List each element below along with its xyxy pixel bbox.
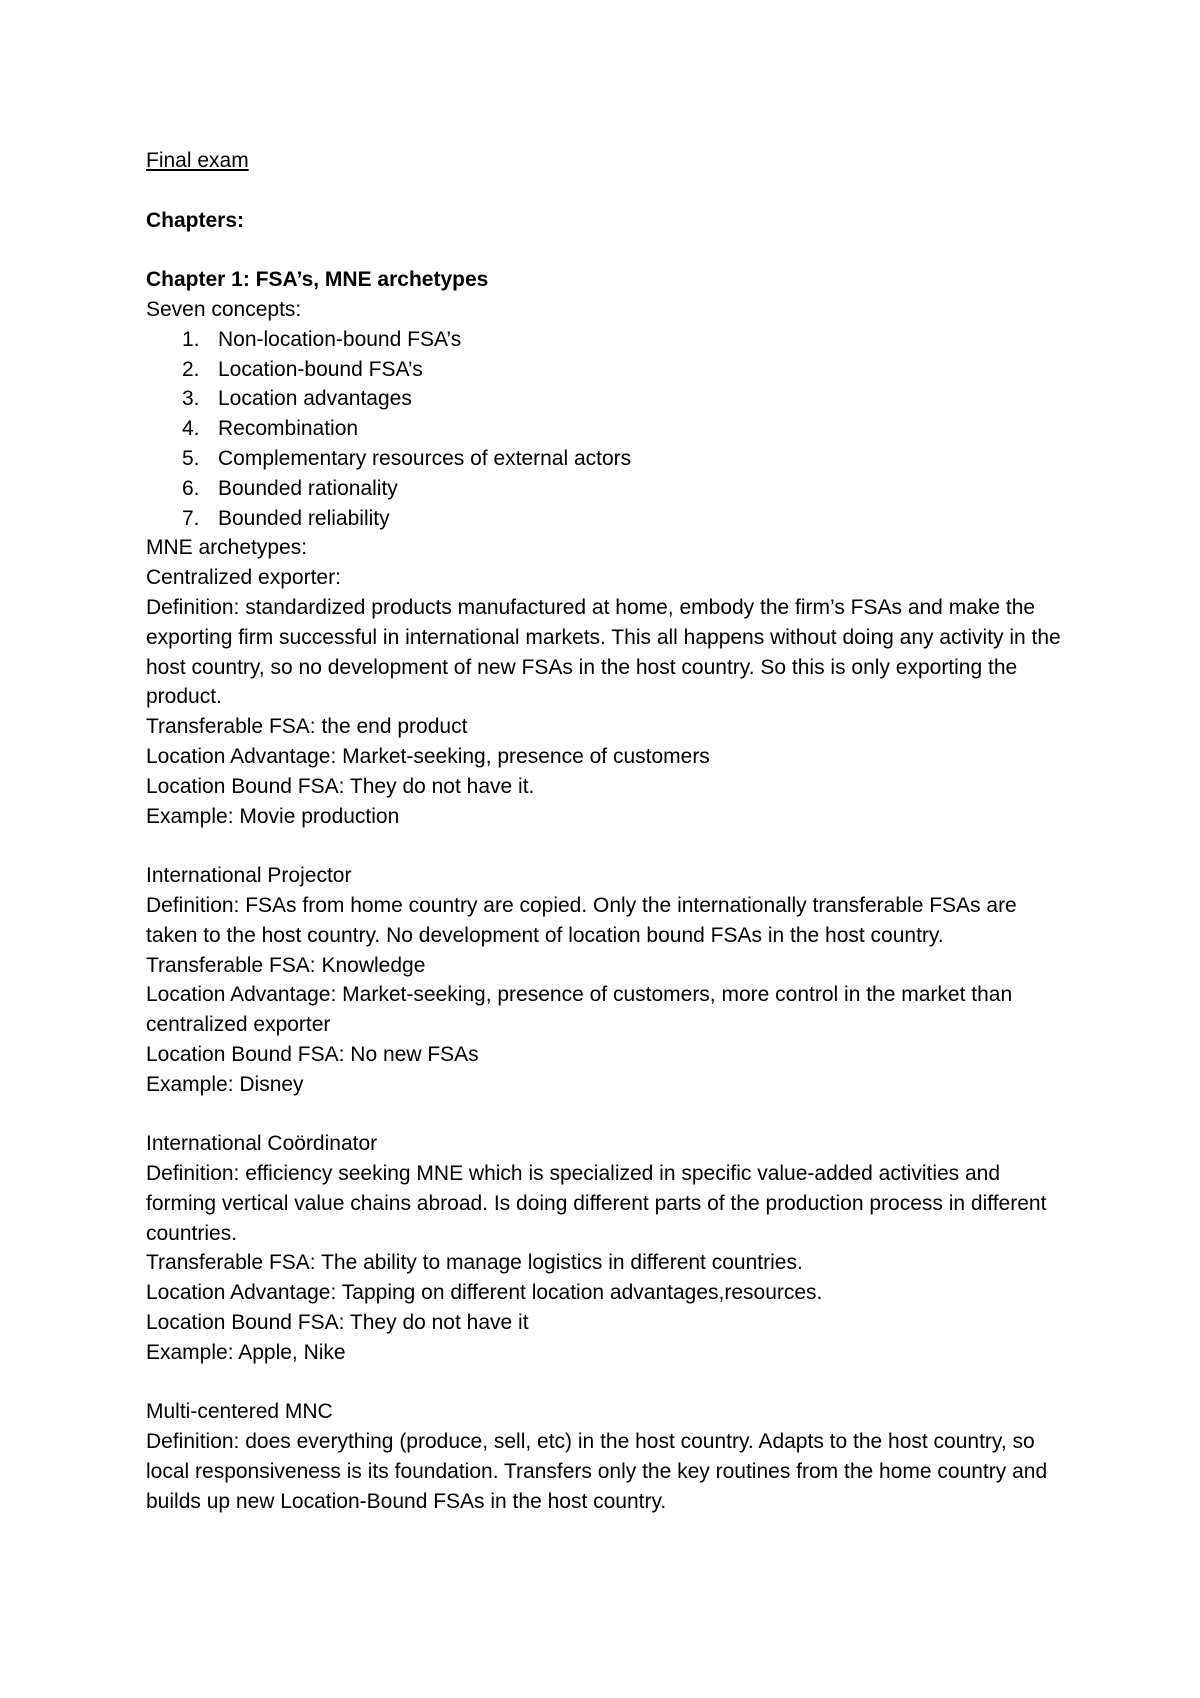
spacer [146, 831, 1066, 861]
spacer [146, 176, 1066, 206]
archetype-location-advantage: Location Advantage: Market-seeking, presence of customers, more control in the market than centralized exporter [146, 983, 1013, 1037]
list-item [182, 444, 1066, 474]
list-item-label: Recombination [218, 417, 359, 441]
list-item-label: Bounded reliability [218, 506, 390, 530]
list-item [182, 325, 1066, 355]
spacer [146, 235, 1066, 265]
concepts-intro: Seven concepts: [146, 297, 302, 321]
archetype-definition: Definition: FSAs from home country are copied. Only the internationally transferable FSAs are taken to the host country. No development of location bound FSAs in the host country. [146, 893, 1017, 947]
list-number: 2. [182, 357, 200, 381]
list-number: 1. [182, 327, 200, 351]
concepts-list [146, 325, 1066, 534]
chapters-heading: Chapters: [146, 208, 245, 232]
archetype-example: Example: Movie production [146, 804, 400, 828]
list-item-label: Bounded rationality [218, 476, 398, 500]
list-number: 5. [182, 446, 200, 470]
list-item [182, 474, 1066, 504]
list-number: 7. [182, 506, 200, 530]
archetype-transferable-fsa: Transferable FSA: Knowledge [146, 953, 426, 977]
archetype-international-coordinator [146, 1129, 1066, 1367]
spacer [146, 1100, 1066, 1130]
archetype-location-bound-fsa: Location Bound FSA: No new FSAs [146, 1042, 479, 1066]
list-number: 4. [182, 417, 200, 441]
document-body [146, 146, 1066, 1517]
list-number: 6. [182, 476, 200, 500]
archetype-name: Multi-centered MNC [146, 1400, 333, 1424]
document-title: Final exam [146, 149, 249, 172]
list-item [182, 384, 1066, 414]
archetype-transferable-fsa: Transferable FSA: The ability to manage logistics in different countries. [146, 1251, 803, 1275]
archetype-name: International Projector [146, 864, 352, 888]
list-item-label: Complementary resources of external actors [218, 446, 632, 470]
list-item-label: Location advantages [218, 387, 412, 411]
archetypes-intro: MNE archetypes: [146, 536, 308, 560]
archetype-example: Example: Apple, Nike [146, 1340, 346, 1364]
archetype-location-bound-fsa: Location Bound FSA: They do not have it. [146, 774, 535, 798]
archetype-name: Centralized exporter: [146, 566, 341, 590]
archetype-centralized-exporter [146, 563, 1066, 831]
archetype-international-projector [146, 861, 1066, 1099]
archetype-definition: Definition: does everything (produce, sell, etc) in the host country. Adapts to the host country, so local responsiveness is its foundation. Transfers only the key routines from the home country and builds up new Location-Bound FSAs in the host country. [146, 1430, 1048, 1513]
archetype-definition: Definition: efficiency seeking MNE which is specialized in specific value-added activities and forming vertical value chains abroad. Is doing different parts of the production process in different countries. [146, 1162, 1047, 1245]
archetype-name: International Coördinator [146, 1132, 378, 1156]
archetype-transferable-fsa: Transferable FSA: the end product [146, 715, 468, 739]
list-number: 3. [182, 387, 200, 411]
list-item [182, 355, 1066, 385]
archetype-multi-centered-mnc [146, 1397, 1066, 1516]
archetype-location-advantage: Location Advantage: Market-seeking, presence of customers [146, 744, 710, 768]
list-item-label: Location-bound FSA’s [218, 357, 423, 381]
list-item-label: Non-location-bound FSA’s [218, 327, 462, 351]
archetype-location-advantage: Location Advantage: Tapping on different location advantages,resources. [146, 1281, 823, 1305]
list-item [182, 414, 1066, 444]
archetype-location-bound-fsa: Location Bound FSA: They do not have it [146, 1311, 529, 1335]
chapter-1-heading: Chapter 1: FSA’s, MNE archetypes [146, 268, 489, 292]
archetype-definition: Definition: standardized products manufactured at home, embody the firm’s FSAs and make the exporting firm successful in international markets. This all happens without doing any activity in the host country, so no development of new FSAs in the host country. So this is only exporting the product. [146, 595, 1061, 709]
spacer [146, 1368, 1066, 1398]
archetype-example: Example: Disney [146, 1072, 304, 1096]
list-item [182, 504, 1066, 534]
